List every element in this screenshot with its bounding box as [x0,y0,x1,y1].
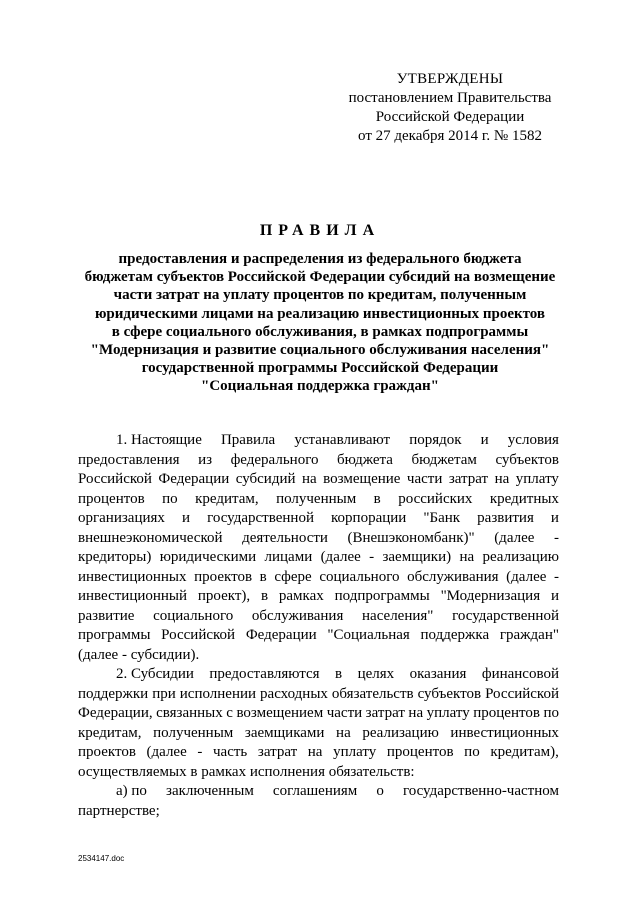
word: соглашениям [272,783,358,799]
word: по [464,744,480,760]
word: на [336,724,351,741]
approval-line: постановлением Правительства [348,90,552,106]
word: деятельности [242,529,328,546]
approval-block [338,70,562,146]
word: часть [213,744,248,760]
word: (далее [506,568,547,585]
word: реализацию [362,724,439,741]
word: полученным [153,724,234,741]
word: исполнении [179,685,257,702]
word: уплату [333,744,377,760]
word: - [554,568,559,585]
word: кредитных [489,490,559,507]
subtitle-line: бюджетам субъектов Российской Федерации субсидий на возмещение [84,269,556,286]
word: кредитам, [195,490,259,507]
word: процентов [78,490,145,507]
word: при [152,685,176,702]
word: связанных [156,705,223,721]
word: на [408,705,424,721]
word: заемщики) [382,549,452,565]
text-line [78,470,559,490]
word: субъектов [417,685,482,702]
word: процентов [386,744,454,760]
word: возмещением [236,705,324,721]
text-line [78,743,559,763]
word: бюджетам [411,451,477,468]
approval-heading: УТВЕРЖДЕНЫ [396,71,504,87]
word: обслуживания [407,568,499,585]
word: населения" [362,607,434,624]
document-subtitle [70,250,570,396]
word: бюджета [337,451,393,468]
word: по [543,705,559,721]
subtitle-line: государственной программы Российской Федерации [141,360,499,377]
word: Российской [161,627,236,643]
word: расходных [260,685,328,702]
word: из [198,451,213,468]
text-line [78,587,559,607]
word: полученным [276,490,357,507]
word: социального [319,568,400,585]
word: части [406,471,443,487]
word: инвестиционный [78,588,188,604]
word: граждан" [499,627,559,643]
word: "Банк [423,510,461,526]
text-line [78,685,559,705]
word: проект), [197,588,251,604]
subtitle-line: "Социальная поддержка граждан" [201,378,439,395]
word: сфере [274,568,312,585]
text-line [78,431,559,451]
text-line: (далее - субсидии). [78,646,200,663]
subtitle-line: в сфере социального обслуживания, в рамках подпрограммы [111,323,529,340]
word: предоставления [78,451,180,468]
word: кредитам, [78,724,142,741]
word: затрат [257,744,298,760]
word: Федерации [158,471,230,487]
word: развития [477,510,534,526]
word: государственно-частном [402,783,559,799]
word: заключенным [166,783,254,799]
word: на [307,744,323,760]
text-line [78,665,559,685]
word: целях [357,666,395,682]
word: уплату [426,705,470,721]
word: затрат [365,705,405,721]
word: 1. Настоящие [116,432,202,448]
word: подпрограммы [334,588,430,604]
word: поддержки [78,685,149,702]
word: поддержка [420,627,490,643]
word: в [335,666,343,682]
word: - [553,529,559,546]
word: предоставляются [209,666,320,682]
word: инвестиционных [450,724,559,741]
word: (далее [320,549,361,565]
approval-date: от 27 декабря 2014 г. № 1582 [358,128,542,144]
word: с [226,705,233,721]
word: субъектов [495,451,559,468]
word: Российской [78,471,152,487]
word: инвестиционных [78,568,187,585]
subtitle-line: "Модернизация и развитие социального обслуживания населения" [90,342,550,359]
word: а) по [116,783,147,799]
word: внешнеэкономической [78,529,223,546]
text-line [78,490,559,510]
word: 2. Субсидии [116,666,194,682]
word: "Модернизация [440,588,541,604]
word: и [480,432,489,448]
word: затрат [448,471,489,487]
word: в [259,568,267,585]
text-line [78,451,559,471]
text-line [78,529,559,549]
text-line [78,607,559,627]
word: "Социальная [327,627,410,643]
text-line [78,724,559,744]
word: (далее [146,744,187,760]
word: российских [398,490,473,507]
word: - [197,744,203,760]
text-line: партнерстве; [78,802,160,819]
word: финансовой [481,666,559,682]
word: (Внешэкономбанк)" [347,529,475,546]
document-body [78,431,559,821]
word: на [494,471,510,487]
word: условия [507,432,559,448]
subtitle-line: части затрат на уплату процентов по кредитам, полученным [113,287,527,304]
word: проектов [194,568,253,585]
word: кредитам), [490,744,559,760]
text-line [78,626,559,646]
text-line [78,568,559,588]
text-line [78,704,559,724]
word: на [459,549,475,565]
word: государственной [207,510,314,526]
word: возмещение [323,471,401,487]
word: оказания [409,666,467,682]
word: Федерации [245,627,317,643]
word: Российской [485,685,559,702]
word: и [550,510,559,526]
word: программы [78,627,151,643]
approval-line: Российской Федерации [375,109,525,125]
word: заемщиками [244,724,325,741]
text-line: осуществляемых в рамках исполнения обязательств: [78,763,415,780]
word: порядок [409,432,462,448]
word: и [550,588,559,604]
word: обязательств [331,685,414,702]
word: уплату [515,471,559,487]
word: процентов [473,705,540,721]
word: юридическими [159,549,257,565]
word: проектов [78,744,136,760]
subtitle-line: юридическими лицами на реализацию инвестиционных проектов [94,305,546,322]
word: по [162,490,178,507]
word: кредиторы) [78,549,152,565]
word: - [369,549,375,565]
word: субсидий [235,471,296,487]
word: реализацию [482,549,559,565]
word: и [181,510,190,526]
word: о [376,783,384,799]
text-line [78,548,559,568]
word: государственной [452,607,559,624]
file-name-footer: 2534147.doc [78,854,125,863]
word: на [302,471,317,487]
document-title: ПРАВИЛА [259,222,381,239]
word: лицами [264,549,313,565]
text-line [78,782,559,802]
word: в [373,490,381,507]
word: обслуживания [251,607,344,624]
word: социального [153,607,234,624]
word: федерального [230,451,319,468]
word: корпорации [331,510,407,526]
word: части [326,705,363,721]
word: (далее [494,529,535,546]
word: Правила [220,432,276,448]
word: рамках [278,588,324,604]
subtitle-line: предоставления и распределения из федерального бюджета [118,251,522,267]
word: организациях [78,510,165,526]
word: Федерации, [78,705,153,721]
word: устанавливают [294,432,391,448]
text-line [78,509,559,529]
word: развитие [78,607,135,624]
word: в [260,588,269,604]
